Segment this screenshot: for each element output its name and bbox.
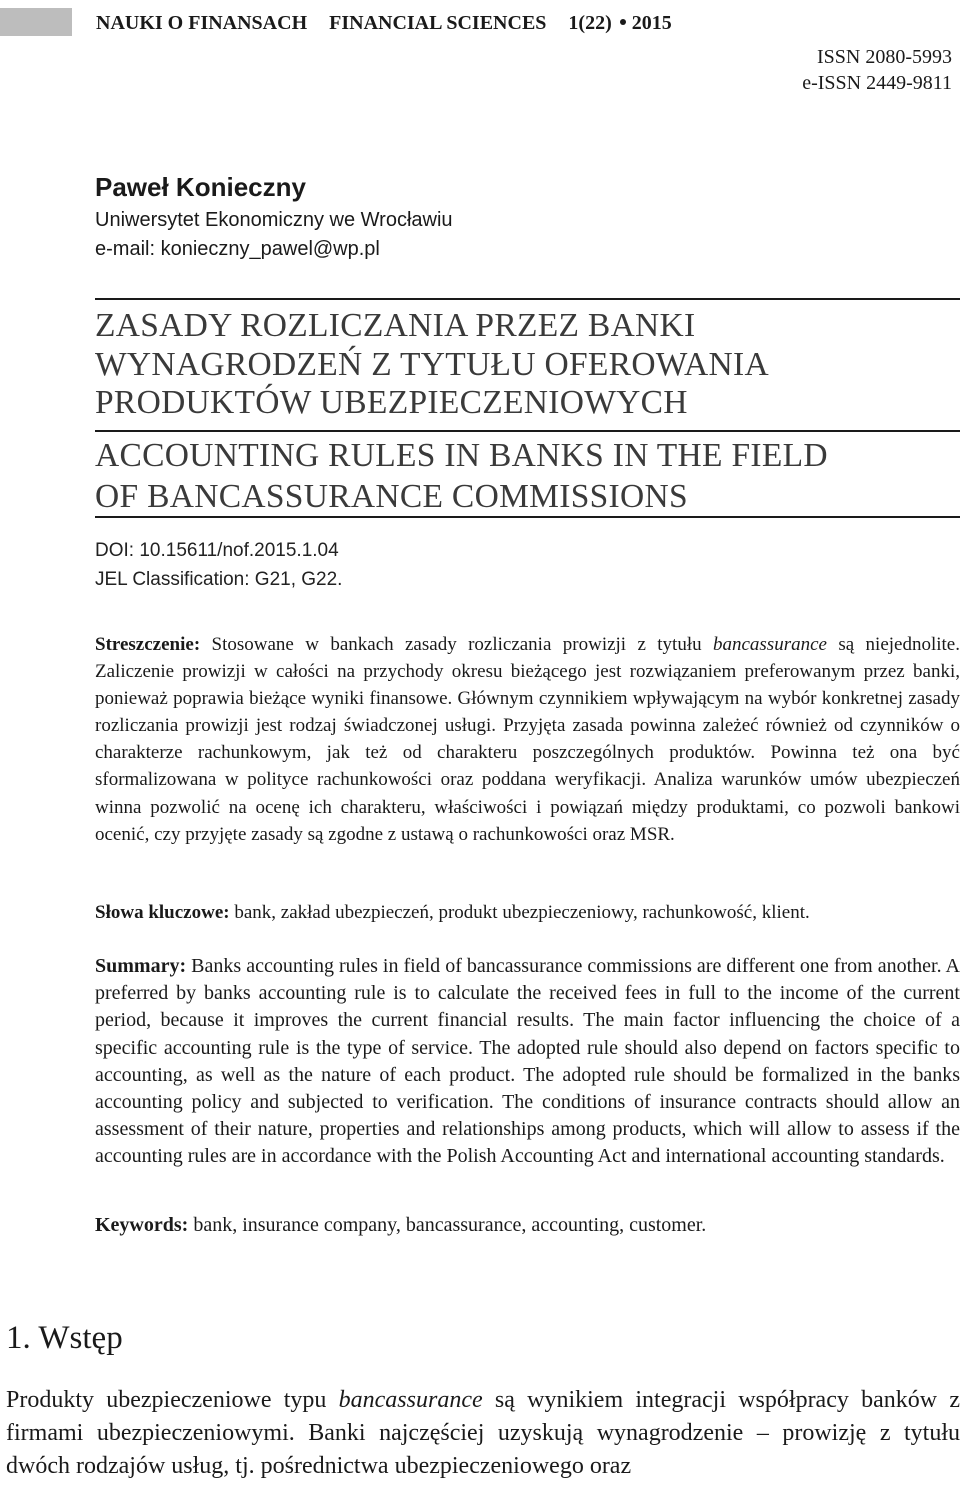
eissn: e-ISSN 2449-9811 [802,72,952,94]
journal-name-pl: NAUKI O FINANSACH [96,12,308,34]
section-body-term: bancassurance [338,1387,483,1413]
keywords-pl [95,900,960,926]
keywords-pl-label: Słowa kluczowe: [95,902,230,923]
doi: DOI: 10.15611/nof.2015.1.04 [95,540,339,561]
divider [95,516,960,518]
section-heading: 1. Wstęp [6,1320,123,1356]
jel-classification: JEL Classification: G21, G22. [95,569,343,590]
journal-name-en: FINANCIAL SCIENCES [329,12,547,34]
journal-year: 2015 [631,12,672,34]
journal-header [0,4,960,40]
abstract-pl-term: bancassurance [712,634,827,655]
section-body-text: Produkty ubezpieczeniowe typu [6,1387,339,1413]
bullet-icon [620,19,626,25]
author-affiliation: Uniwersytet Ekonomiczny we Wrocławiu [95,209,453,231]
section-body-text: są wynikiem integracji współpracy banków z firmami ubezpieczeniowymi. Banki najczęściej uzyskują wynagrodzenie – prowizję z tytułu dwóch rodzajów usług, tj. pośrednictwa ubezpieczeniowego oraz [6,1387,960,1479]
divider [95,430,960,432]
issn: ISSN 2080-5993 [816,46,952,68]
title-pl-line: PRODUKTÓW UBEZPIECZENIOWYCH [95,384,688,421]
abstract-pl-label: Streszczenie: [95,634,201,655]
author-name: Paweł Konieczny [95,172,306,202]
keywords-pl-text: bank, zakład ubezpieczeń, produkt ubezpieczeniowy, rachunkowość, klient. [229,902,810,923]
divider [95,298,960,300]
section-body [6,1384,960,1483]
header-gray-block [0,8,72,36]
abstract-pl [95,631,960,848]
keywords-en [95,1212,960,1239]
keywords-en-label: Keywords: [95,1214,189,1236]
journal-title [96,12,672,35]
title-en-line: OF BANCASSURANCE COMMISSIONS [95,478,688,515]
abstract-pl-text: są niejednolite. Zaliczenie prowizji w całości na przychody okresu bieżącego jest rozwiązaniem preferowanym przez banki, ponieważ poprawia bieżące wyniki finansowe. Głównym czynnikiem wpływającym na wybór konkretnej zasady rozliczania prowizji jest rodzaj świadczonej usługi. Przyjęta zasada powinna zależeć również od czynników o charakterze rachunkowym, jak też od charakteru poszczególnych produktów. Powinna też ona być sformalizowana w polityce rachunkowości oraz poddana weryfikacji. Analiza warunków umów ubezpieczeń winna pozwolić na ocenę ich charakteru, właściwości i powiązań między produktami, co pozwoli bankowi ocenić, czy przyjęte zasady są zgodne z ustawą o rachunkowości oraz MSR. [95,634,960,845]
author-email: e-mail: konieczny_pawel@wp.pl [95,238,380,260]
keywords-en-text: bank, insurance company, bancassurance, accounting, customer. [188,1214,707,1236]
summary-en [95,953,960,1171]
title-pl-line: WYNAGRODZEŃ Z TYTUŁU OFEROWANIA [95,346,769,383]
title-en-line: ACCOUNTING RULES IN BANKS IN THE FIELD [95,437,828,474]
journal-issue: 1(22) [568,12,612,34]
summary-en-text: Banks accounting rules in field of bancassurance commissions are different one from another. A preferred by banks accounting rule is to calculate the received fees in full to the income of the current period, because it improves the current financial results. The main factor influencing the choice of a specific accounting rule is the type of service. The adopted rule should also depend on factors specific to accounting, as well as the nature of each product. The adopted rule should be formalized in the banks accounting policy and subjected to verification. The conditions of insurance contracts should allow an assessment of their nature, properties and relationships among products, which will allow to assess if the accounting rules are in accordance with the Polish Accounting Act and international accounting standards. [95,955,960,1168]
title-pl-line: ZASADY ROZLICZANIA PRZEZ BANKI [95,307,696,344]
summary-en-label: Summary: [95,955,187,977]
abstract-pl-text: Stosowane w bankach zasady rozliczania prowizji z tytułu [200,634,713,655]
